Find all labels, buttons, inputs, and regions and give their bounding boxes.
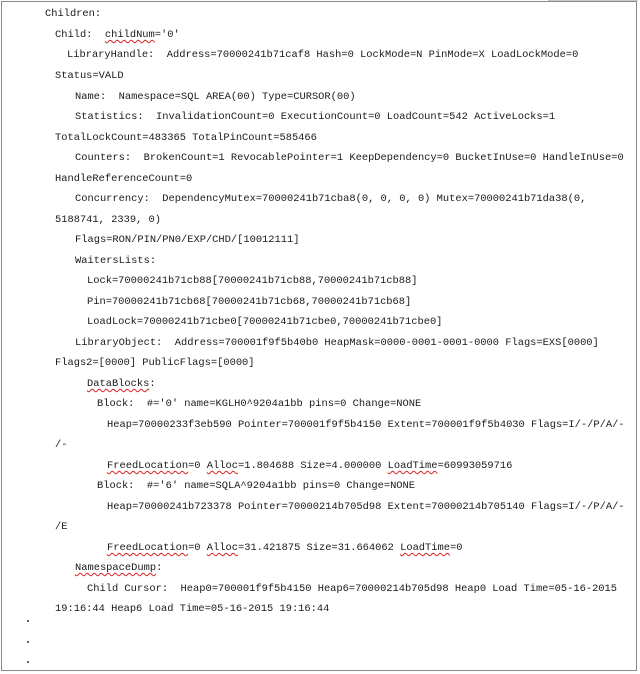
line-text: Name: Namespace=SQL AREA(00) Type=CURSOR(00) (75, 91, 356, 103)
dump-line (55, 357, 255, 370)
line-text: 19:16:44 Heap6 Load Time=05-16-2015 19:16:44 (55, 603, 330, 615)
line-text: Status=VALD (55, 70, 124, 82)
line-text: Children: (45, 8, 102, 20)
spellcheck-flagged-word: LoadTime (400, 542, 450, 554)
dump-line (45, 8, 101, 21)
line-text: Block: #='6' name=SQLA^9204a1bb pins=0 Change=NONE (97, 480, 416, 492)
spellcheck-flagged-word: Alloc (206, 542, 238, 554)
line-text: Lock=70000241b71cb88[70000241b71cb88,70000241b71cb88] (87, 275, 418, 287)
dump-line (87, 378, 156, 391)
line-text: ='0' (154, 29, 180, 41)
dump-line (107, 419, 625, 432)
line-text: /E (55, 521, 68, 533)
line-text: Statistics: InvalidationCount=0 ExecutionCount=0 LoadCount=542 ActiveLocks=1 (75, 111, 556, 123)
spellcheck-flagged-word: childNum (104, 29, 155, 41)
dump-line (75, 255, 156, 268)
ellipsis-dot (27, 661, 29, 663)
ellipsis-dot (27, 620, 29, 622)
ellipsis-dot (27, 641, 29, 643)
dump-line (55, 603, 329, 616)
line-text: 5188741, 2339, 0) (55, 214, 162, 226)
line-text: Block: #='0' name=KGLH0^9204a1bb pins=0 Change=NONE (97, 398, 422, 410)
line-text: Child: (55, 29, 105, 41)
spellcheck-flagged-word: FreedLocation (107, 542, 189, 554)
dump-line (75, 152, 624, 165)
dump-line (75, 337, 599, 350)
line-text: LoadLock=70000241b71cbe0[70000241b71cbe0,70000241b71cbe0] (87, 316, 443, 328)
line-text: =0 (449, 542, 463, 554)
spellcheck-flagged-word: DataBlocks (87, 378, 150, 390)
line-text: LibraryHandle: Address=70000241b71caf8 Hash=0 LockMode=N PinMode=X LoadLockMode=0 (67, 49, 579, 61)
top-rule (548, 0, 638, 1)
spellcheck-flagged-word: NamespaceDump (75, 562, 157, 574)
dump-line (55, 214, 161, 227)
line-text: Pin=70000241b71cb68[70000241b71cb68,70000241b71cb68] (87, 296, 412, 308)
line-text: =1.804688 Size=4.000000 (237, 460, 388, 472)
dump-line (75, 562, 162, 575)
line-text: Heap=70000241b723378 Pointer=70000214b705d98 Extent=70000214b705140 Flags=I/-/P/A/- (107, 501, 625, 513)
dump-line (87, 316, 442, 329)
dump-line (75, 193, 586, 206)
spellcheck-flagged-word: FreedLocation (107, 460, 189, 472)
line-text: =31.421875 Size=31.664062 (237, 542, 401, 554)
dump-line (75, 111, 555, 124)
line-text: TotalLockCount=483365 TotalPinCount=585466 (55, 132, 317, 144)
dump-line (107, 501, 625, 514)
line-text: Child Cursor: Heap0=700001f9f5b4150 Heap6=70000214b705d98 Heap0 Load Time=05-16-2015 (87, 583, 618, 595)
dump-line (107, 460, 512, 473)
dump-line (87, 275, 417, 288)
line-text: Flags=RON/PIN/PN0/EXP/CHD/[10012111] (75, 234, 300, 246)
dump-line (55, 173, 192, 186)
dump-line (55, 439, 67, 452)
line-text: =0 (188, 542, 207, 554)
line-text: HandleReferenceCount=0 (55, 173, 193, 185)
dump-line (55, 29, 180, 42)
line-text: Flags2=[0000] PublicFlags=[0000] (55, 357, 255, 369)
line-text: =0 (188, 460, 207, 472)
line-text: : (156, 562, 163, 574)
line-text: : (149, 378, 156, 390)
dump-line (75, 234, 299, 247)
dump-line (75, 91, 356, 104)
line-text: LibraryObject: Address=700001f9f5b40b0 HeapMask=0000-0001-0001-0000 Flags=EXS[0000] (75, 337, 599, 349)
line-text: Concurrency: DependencyMutex=70000241b71cba8(0, 0, 0, 0) Mutex=70000241b71da38(0, (75, 193, 587, 205)
dump-line (67, 49, 578, 62)
dump-line (107, 542, 462, 555)
dump-line (97, 480, 415, 493)
line-text: Heap=70000233f3eb590 Pointer=700001f9f5b4150 Extent=700001f9f5b4030 Flags=I/-/P/A/- (107, 419, 625, 431)
dump-line (55, 521, 67, 534)
dump-line (55, 70, 124, 83)
dump-line (87, 296, 411, 309)
dump-line (55, 132, 317, 145)
line-text: =60993059716 (437, 460, 513, 472)
dump-line (87, 583, 617, 596)
spellcheck-flagged-word: LoadTime (387, 460, 438, 472)
line-text: WaitersLists: (75, 255, 157, 267)
line-text: /- (55, 439, 68, 451)
line-text: Counters: BrokenCount=1 RevocablePointer=1 KeepDependency=0 BucketInUse=0 HandleInUse=0 (75, 152, 624, 164)
spellcheck-flagged-word: Alloc (206, 460, 238, 472)
dump-line (97, 398, 421, 411)
